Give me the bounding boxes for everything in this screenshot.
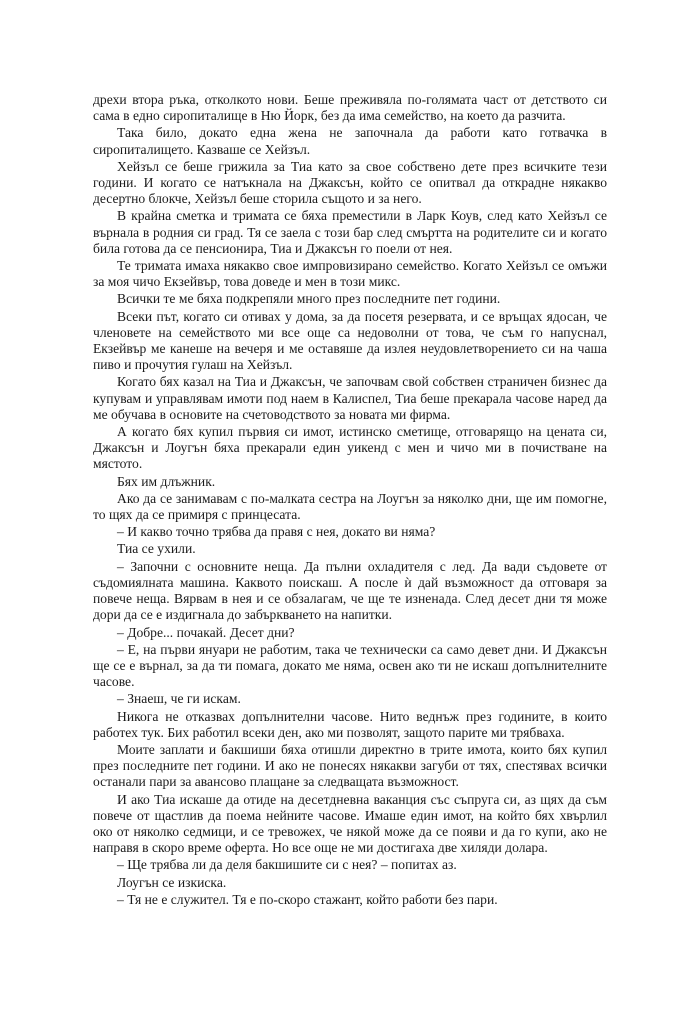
paragraph-3: Хейзъл се беше грижила за Тиа като за свое собствено дете през всичките тези години. И когато се натъкнала на Джаксън, който се опитвал да открадне някакво десертно блокче, Хейзъл беше сторила същото и за него.	[93, 158, 607, 207]
dialogue-line-2: – Започни с основните неща. Да пълни охладителя с лед. Да вади съдовете от съдомиялната машина. Каквото поискаш. А после ѝ дай възможност да отговаря за повече неща. Вярвам в нея и се обзалагам, че ще те изненада. След десет дни тя може дори да се е издигнала до забъркването на напитки.	[93, 558, 607, 623]
dialogue-line-5: – Знаеш, че ги искам.	[117, 691, 241, 707]
paragraph-19: Моите заплати и бакшиши бяха отишли директно в трите имота, които бях купил през последните пет години. И ако не понесях някакви загуби от тях, спестявах всички останали пари за авансово плащане за следващата възможност.	[93, 741, 607, 790]
paragraph-6: Всички те ме бяха подкрепяли много през последните пет години.	[117, 291, 501, 307]
dialogue-line-4: – Е, на първи януари не работим, така че технически са само девет дни. И Джаксън ще се е върнал, за да ти помага, докато ме няма, освен ако ти не искаш допълнителните часове.	[93, 641, 607, 690]
dialogue-line-3: – Добре... почакай. Десет дни?	[117, 624, 295, 640]
dialogue-line-7: – Тя не е служител. Тя е по-скоро стажант, който работи без пари.	[117, 891, 498, 907]
paragraph-11: Ако да се занимавам с по-малката сестра на Лоугън за няколко дни, ще им помогне, то щях да се примиря с принцесата.	[93, 490, 607, 523]
dialogue-line-1: – И какво точно трябва да правя с нея, докато ви няма?	[117, 524, 436, 540]
paragraph-9: А когато бях купил първия си имот, истинско сметище, отговарящо на цената си, Джаксън и Лоугън бяха прекарали един уикенд с мен и чичо ми в почистване на мястото.	[93, 424, 607, 472]
dialogue-line-6: – Ще трябва ли да деля бакшишите си с нея? – попитах аз.	[117, 857, 457, 873]
paragraph-2: Така било, докато една жена не започнала да работи като готвачка в сиропиталището. Казваше се Хейзъл.	[93, 125, 607, 157]
paragraph-13: Тиа се ухили.	[117, 541, 196, 557]
paragraph-18: Никога не отказвах допълнителни часове. Нито веднъж през годините, в които работех тук. Бих работил всеки ден, ако ми позволят, защото парите ми трябваха.	[93, 708, 607, 740]
paragraph-22: Лоугън се изкиска.	[117, 874, 227, 890]
paragraph-7: Всеки път, когато си отивах у дома, за да посетя резервата, и се връщах ядосан, че членовете на семейството ми все още са недоволни от това, че съм го напуснал, Екзейвър ме канеше на вечеря и ме оставяше да излея неудовлетворението си на чаша пиво и прочутия гулаш на Хейзъл.	[93, 308, 607, 373]
book-page	[93, 92, 607, 909]
paragraph-10: Бях им длъжник.	[117, 473, 216, 489]
paragraph-5: Те тримата имаха някакво свое импровизирано семейство. Когато Хейзъл се омъжи за моя чичо Екзейвър, това доведе и мен в този микс.	[93, 258, 607, 290]
paragraph-8: Когато бях казал на Тиа и Джаксън, че започвам свой собствен страничен бизнес да купувам и управлявам имоти под наем в Калиспел, Тиа беше прекарала часове наред да ме обучава в основите на счетоводството за новата ми фирма.	[93, 374, 607, 422]
paragraph-1: дрехи втора ръка, отколкото нови. Беше преживяла по-голямата част от детството си сама в едно сиропиталище в Ню Йорк, без да има семейство, на което да разчита.	[93, 92, 607, 124]
paragraph-4: В крайна сметка и тримата се бяха преместили в Ларк Коув, след като Хейзъл се върнала в родния си град. Тя се заела с този бар след смъртта на родителите си и когато била готова да се пенсионира, Тиа и Джаксън го поели от нея.	[93, 208, 607, 256]
paragraph-20: И ако Тиа искаше да отиде на десетдневна ваканция със съпруга си, аз щях да съм повече от щастлив да поема нейните часове. Имаше един имот, на който бях хвърлил око от няколко седмици, и се тревожех, че някой може да се появи и да го купи, ако не направя в скоро време оферта. Но все още не ми достигаха две хиляди долара.	[93, 791, 607, 856]
